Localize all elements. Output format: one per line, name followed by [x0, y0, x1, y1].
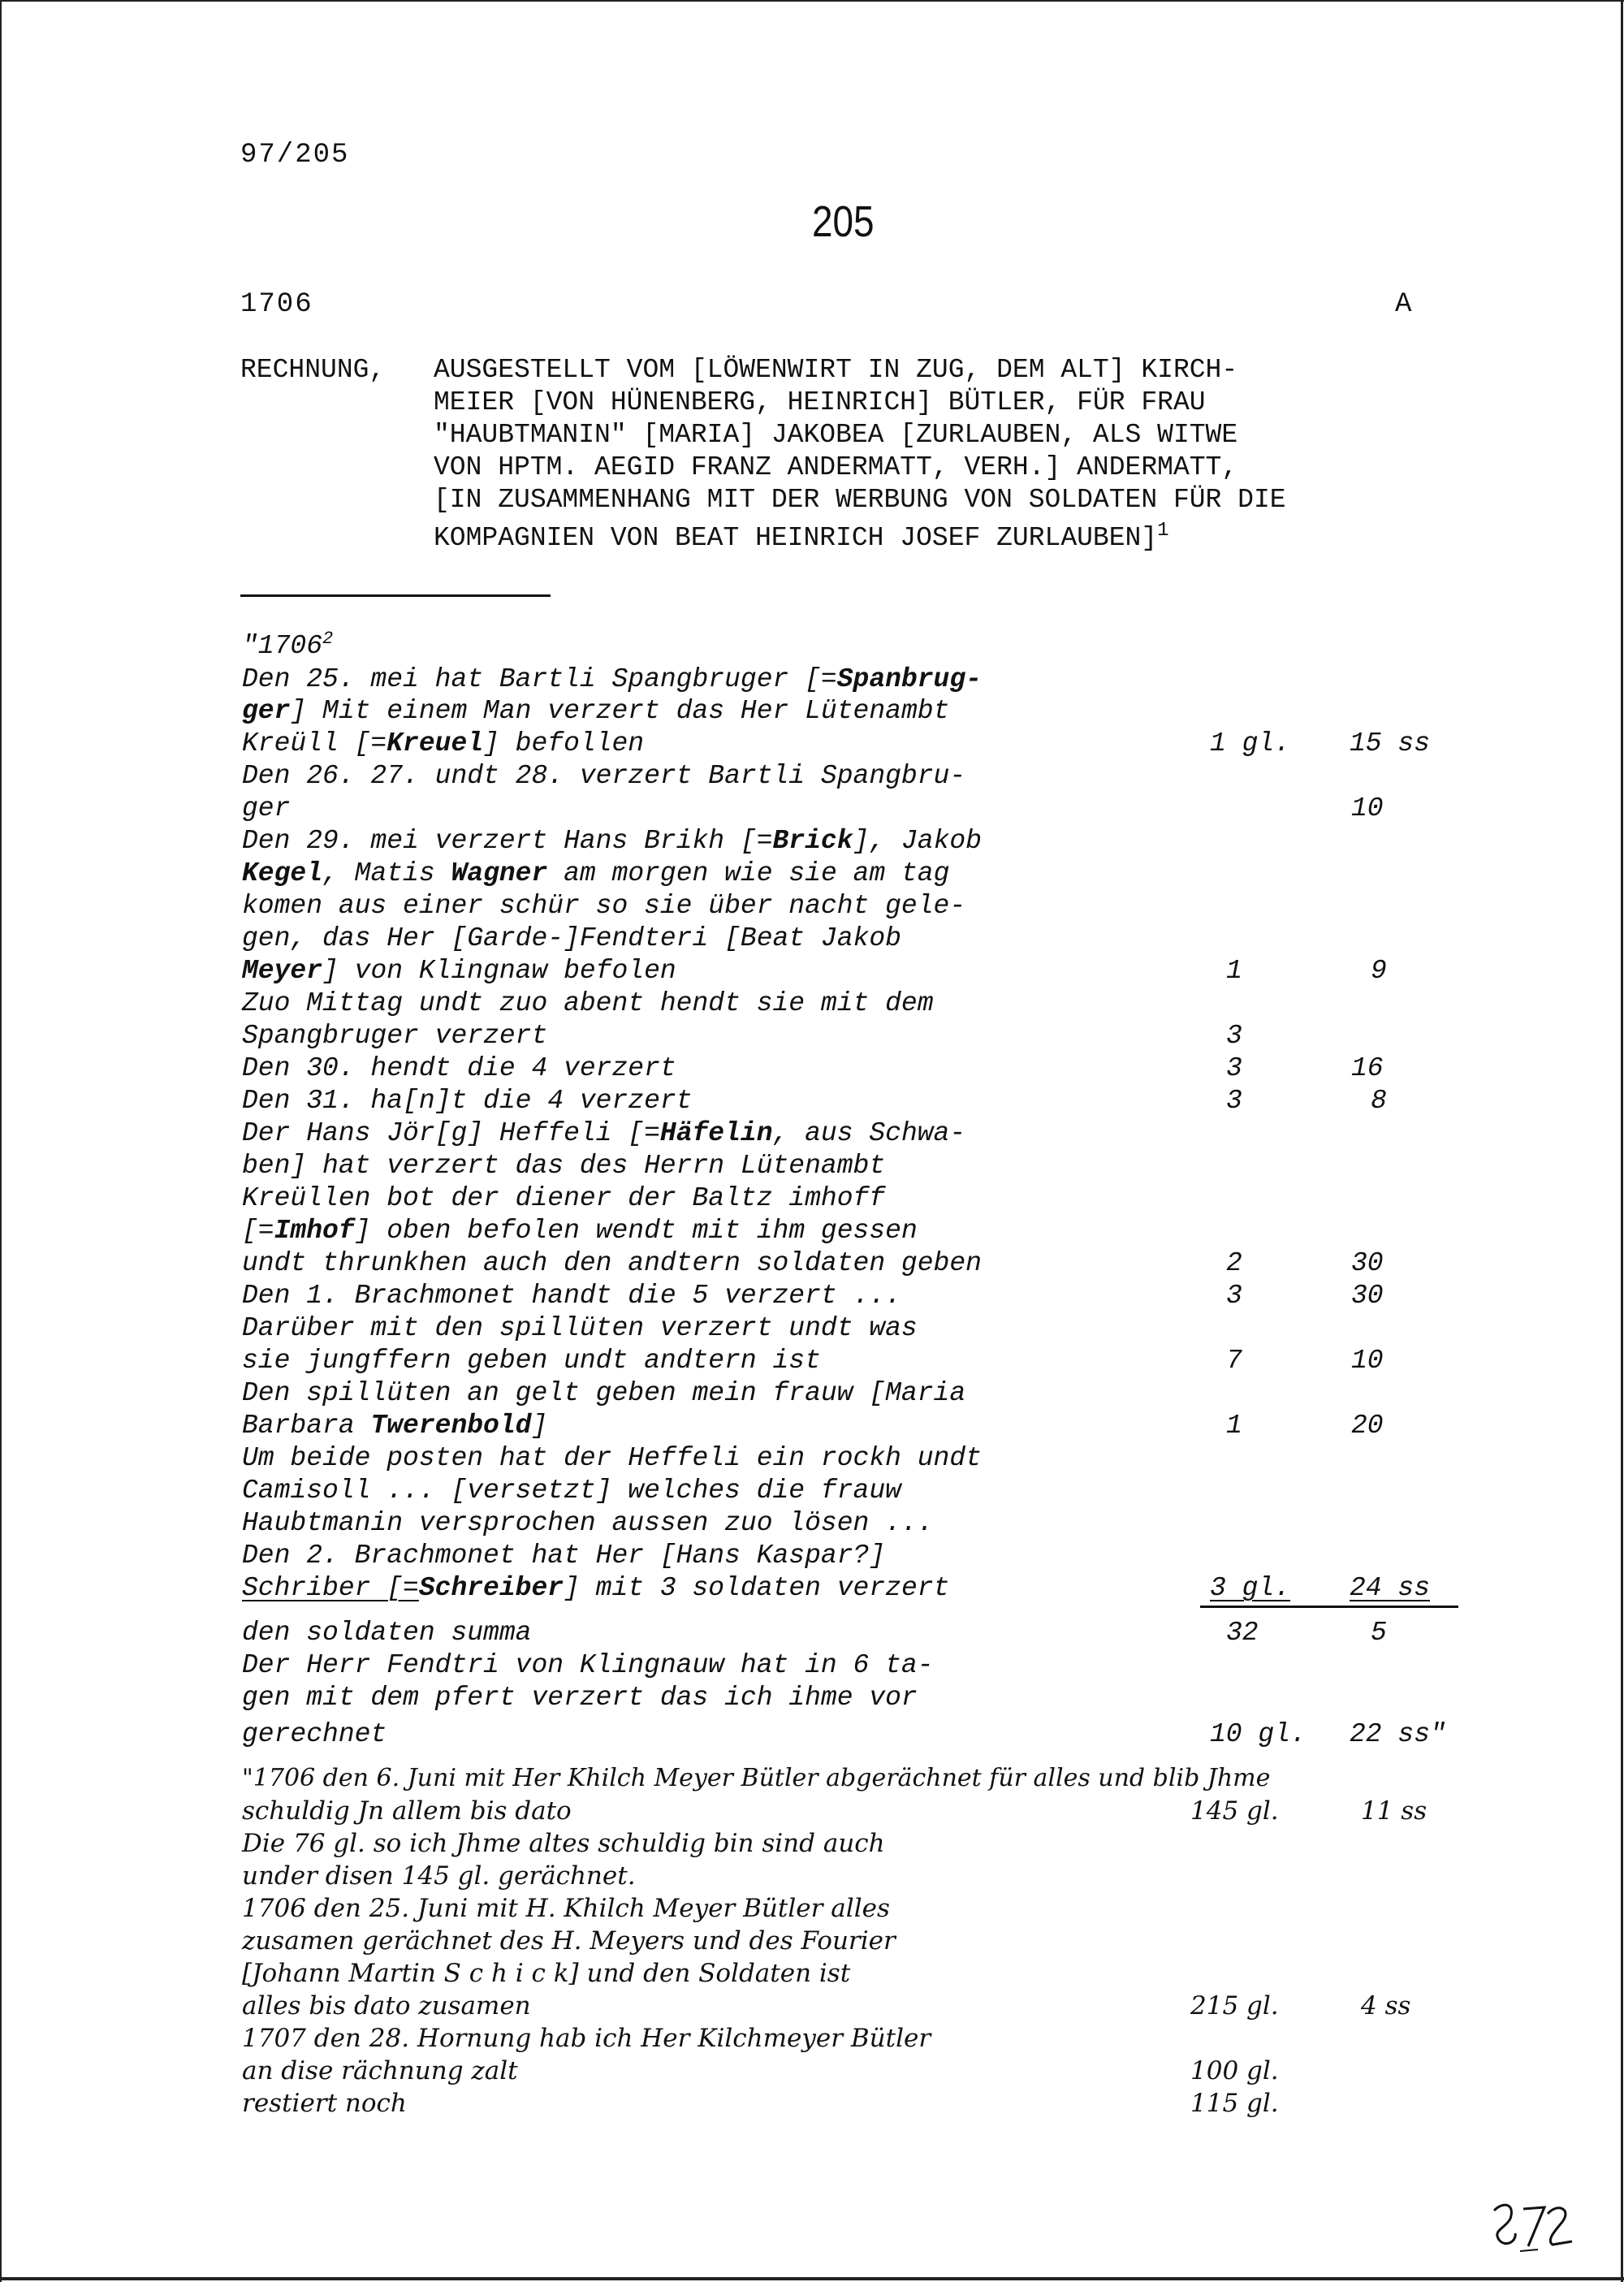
- amount-gulden: 3: [1226, 1021, 1242, 1051]
- handwritten-line: an dise rächnung zalt: [242, 2056, 518, 2085]
- title-line: VON HPTM. AEGID FRANZ ANDERMATT, VERH.] ANDERMATT,: [434, 452, 1238, 482]
- entry-line: [242, 1248, 982, 1278]
- reference-number: 97/205: [240, 140, 350, 171]
- amount-schilling: 30: [1351, 1281, 1384, 1311]
- amount-gulden: 3 gl.: [1210, 1573, 1291, 1603]
- entry-line: [242, 1443, 982, 1473]
- name-emphasis: Twerenbold: [370, 1411, 532, 1441]
- amount-schilling: 8: [1371, 1086, 1387, 1116]
- entry-text: den soldaten summa: [242, 1618, 532, 1648]
- entry-line: [242, 696, 949, 726]
- handwritten-amount-gulden: 215 gl.: [1190, 1991, 1279, 2021]
- entry-text: ] oben befolen wendt mit ihm gessen: [354, 1216, 918, 1246]
- entry-text: ] Mit einem Man verzert das Her Lütenambt: [290, 696, 950, 726]
- entry-line: [242, 1086, 693, 1116]
- entry-text: Schriber [=: [242, 1573, 419, 1603]
- entry-text: ben] hat verzert das des Herrn Lütenambt: [242, 1151, 886, 1181]
- amount-gulden: 3: [1226, 1086, 1242, 1116]
- entry-text: ] von Klingnaw befolen: [322, 956, 676, 986]
- entry-line: [242, 1021, 547, 1051]
- entry-line: [242, 1508, 934, 1538]
- entry-line: [242, 891, 965, 921]
- name-emphasis: Schreiber: [418, 1573, 564, 1603]
- entry-text: Darüber mit den spillüten verzert undt was: [242, 1313, 918, 1343]
- frame-left: [0, 0, 2, 2282]
- entry-line: [242, 1378, 965, 1408]
- entry-line: [242, 1346, 821, 1376]
- entry-line: [242, 923, 901, 953]
- amount-schilling: 16: [1351, 1053, 1384, 1083]
- amount-gulden: 10 gl.: [1210, 1719, 1307, 1749]
- entry-text: sie jungffern geben undt andtern ist: [242, 1346, 821, 1376]
- entry-line: [242, 761, 965, 791]
- amount-schilling: 24 ss: [1350, 1573, 1431, 1603]
- entry-text: [=: [242, 1216, 274, 1246]
- entry-line: [242, 728, 644, 759]
- title-line: AUSGESTELLT VOM [LÖWENWIRT IN ZUG, DEM ALT] KIRCH-: [434, 355, 1238, 385]
- name-emphasis: Häfelin: [659, 1118, 773, 1148]
- handwritten-line: "1706 den 6. Juni mit Her Khilch Meyer Bütler abgerächnet für alles und blib Jhme: [242, 1764, 1271, 1792]
- footnote-marker: 2: [322, 629, 334, 649]
- frame-right: [1621, 0, 1623, 2282]
- amount-schilling: 9: [1371, 956, 1387, 986]
- entry-text: gerechnet: [242, 1719, 387, 1749]
- entry-line: [242, 1053, 676, 1083]
- entry-text: Den 2. Brachmonet hat Her [Hans Kaspar?]: [242, 1541, 886, 1571]
- handwritten-line: Die 76 gl. so ich Jhme altes schuldig bin sind auch: [242, 1829, 885, 1858]
- amount-gulden: 1 gl.: [1210, 728, 1291, 759]
- document-year: 1706: [240, 289, 313, 320]
- name-emphasis: Kreuel: [387, 728, 484, 759]
- title-label: RECHNUNG,: [240, 355, 386, 385]
- entry-text: , aus Schwa-: [772, 1118, 966, 1148]
- entry-line: [242, 826, 982, 856]
- handwritten-line: schuldig Jn allem bis dato: [242, 1796, 572, 1826]
- handwritten-line: under disen 145 gl. gerächnet.: [242, 1861, 636, 1891]
- amount-gulden: 7: [1226, 1346, 1242, 1376]
- name-emphasis: Wagner: [451, 858, 548, 888]
- entry-text: Den 25. mei hat Bartli Spangbruger [=: [242, 664, 837, 694]
- entry-text: am morgen wie sie am tag: [547, 858, 950, 888]
- amount-gulden: 3: [1226, 1281, 1242, 1311]
- entry-text: komen aus einer schür so sie über nacht gele-: [242, 891, 966, 921]
- entry-text: Der Herr Fendtri von Klingnauw hat in 6 ta-: [242, 1650, 934, 1680]
- amount-gulden: 3: [1226, 1053, 1242, 1083]
- handwritten-line: 1707 den 28. Hornung hab ich Her Kilchmeyer Bütler: [242, 2024, 931, 2053]
- entry-text: ] befollen: [483, 728, 645, 759]
- amount-schilling: 15 ss: [1350, 728, 1431, 759]
- name-emphasis: Spanbrug-: [836, 664, 982, 694]
- entry-text: Um beide posten hat der Heffeli ein rockh undt: [242, 1443, 982, 1473]
- entry-text: Kreüllen bot der diener der Baltz imhoff: [242, 1183, 886, 1213]
- entry-text: Der Hans Jör[g] Heffeli [=: [242, 1118, 660, 1148]
- archive-stamp: [1488, 2194, 1577, 2259]
- entry-line: [242, 1313, 918, 1343]
- entry-text: Barbara: [242, 1411, 371, 1441]
- handwritten-amount-schilling: 4 ss: [1361, 1991, 1411, 2021]
- handwritten-amount-gulden: 115 gl.: [1190, 2089, 1279, 2118]
- entry-line: [242, 1216, 918, 1246]
- entry-text: ger: [242, 793, 291, 823]
- amount-schilling: 20: [1351, 1411, 1384, 1441]
- entry-text: ], Jakob: [853, 826, 982, 856]
- entry-text: ]: [531, 1411, 548, 1441]
- entry-text: Zuo Mittag undt zuo abent hendt sie mit dem: [242, 988, 934, 1018]
- document-code: A: [1395, 289, 1412, 320]
- entry-line: [242, 1573, 949, 1603]
- handwritten-line: alles bis dato zusamen: [242, 1991, 531, 2021]
- amount-schilling: 5: [1371, 1618, 1387, 1648]
- entry-line: [242, 1618, 531, 1648]
- amount-schilling: 10: [1351, 1346, 1384, 1376]
- handwritten-amount-gulden: 100 gl.: [1190, 2056, 1279, 2085]
- transcription-heading: "1706$^2$: [242, 629, 334, 661]
- entry-line: [242, 858, 949, 888]
- entry-text: , Matis: [322, 858, 451, 888]
- entry-text: Den 26. 27. undt 28. verzert Bartli Spangbru-: [242, 761, 966, 791]
- entry-line: [242, 793, 290, 823]
- name-emphasis: Kegel: [242, 858, 323, 888]
- sum-rule: [1200, 1606, 1458, 1608]
- entry-line: [242, 1183, 885, 1213]
- handwritten-line: 1706 den 25. Juni mit H. Khilch Meyer Bütler alles: [242, 1894, 890, 1923]
- footnote-marker: 1: [1157, 520, 1169, 542]
- amount-gulden: 1: [1226, 1411, 1242, 1441]
- entry-text: Den 31. ha[n]t die 4 verzert: [242, 1086, 693, 1116]
- entry-line: [242, 1683, 918, 1713]
- title-line: "HAUBTMANIN" [MARIA] JAKOBEA [ZURLAUBEN, ALS WITWE: [434, 420, 1238, 450]
- name-emphasis: Brick: [772, 826, 853, 856]
- handwritten-line: [Johann Martin S c h i c k] und den Soldaten ist: [242, 1959, 851, 1988]
- entry-line: [242, 1411, 547, 1441]
- entry-text: Den spillüten an gelt geben mein frauw [Maria: [242, 1378, 966, 1408]
- entry-line: [242, 988, 934, 1018]
- title-line: [IN ZUSAMMENHANG MIT DER WERBUNG VON SOLDATEN FÜR DIE: [434, 485, 1286, 515]
- handwritten-amount-schilling: 11 ss: [1361, 1796, 1427, 1826]
- frame-top: [0, 0, 1624, 2]
- entry-line: [242, 1118, 965, 1148]
- entry-text: Den 1. Brachmonet handt die 5 verzert ...: [242, 1281, 901, 1311]
- entry-line: [242, 1151, 885, 1181]
- entry-text: Camisoll ... [versetzt] welches die frauw: [242, 1476, 901, 1506]
- handwritten-amount-gulden: 145 gl.: [1190, 1796, 1279, 1826]
- amount-gulden: 32: [1226, 1618, 1259, 1648]
- amount-schilling: 22 ss": [1350, 1719, 1446, 1749]
- entry-text: gen, das Her [Garde-]Fendteri [Beat Jakob: [242, 923, 901, 953]
- handwritten-line: zusamen gerächnet des H. Meyers und des Fourier: [242, 1926, 896, 1956]
- amount-gulden: 1: [1226, 956, 1242, 986]
- handwritten-line: restiert noch: [242, 2089, 407, 2118]
- entry-line: [242, 1281, 901, 1311]
- title-line: MEIER [VON HÜNENBERG, HEINRICH] BÜTLER, FÜR FRAU: [434, 387, 1206, 417]
- entry-text: undt thrunkhen auch den andtern soldaten geben: [242, 1248, 982, 1278]
- entry-text: Den 30. hendt die 4 verzert: [242, 1053, 676, 1083]
- title-line: KOMPAGNIEN VON BEAT HEINRICH JOSEF ZURLAUBEN]$^1$: [434, 520, 1169, 553]
- entry-line: [242, 956, 676, 986]
- entry-text: ] mit 3 soldaten verzert: [564, 1573, 950, 1603]
- entry-line: [242, 664, 982, 694]
- entry-line: [242, 1476, 901, 1506]
- entry-text: Den 29. mei verzert Hans Brikh [=: [242, 826, 773, 856]
- frame-bottom: [0, 2277, 1624, 2280]
- entry-text: Spangbruger verzert: [242, 1021, 548, 1051]
- entry-line: [242, 1541, 885, 1571]
- name-emphasis: Imhof: [274, 1216, 355, 1246]
- entry-text: Haubtmanin versprochen aussen zuo lösen ...: [242, 1508, 934, 1538]
- entry-text: gen mit dem pfert verzert das ich ihme vor: [242, 1683, 918, 1713]
- page-number: 205: [812, 197, 875, 246]
- name-emphasis: ger: [242, 696, 291, 726]
- amount-schilling: 10: [1351, 793, 1384, 823]
- name-emphasis: Meyer: [242, 956, 323, 986]
- entry-text: Kreüll [=: [242, 728, 387, 759]
- entry-line: [242, 1719, 387, 1749]
- amount-schilling: 30: [1351, 1248, 1384, 1278]
- footnote-rule: [240, 594, 551, 597]
- entry-line: [242, 1650, 934, 1680]
- amount-gulden: 2: [1226, 1248, 1242, 1278]
